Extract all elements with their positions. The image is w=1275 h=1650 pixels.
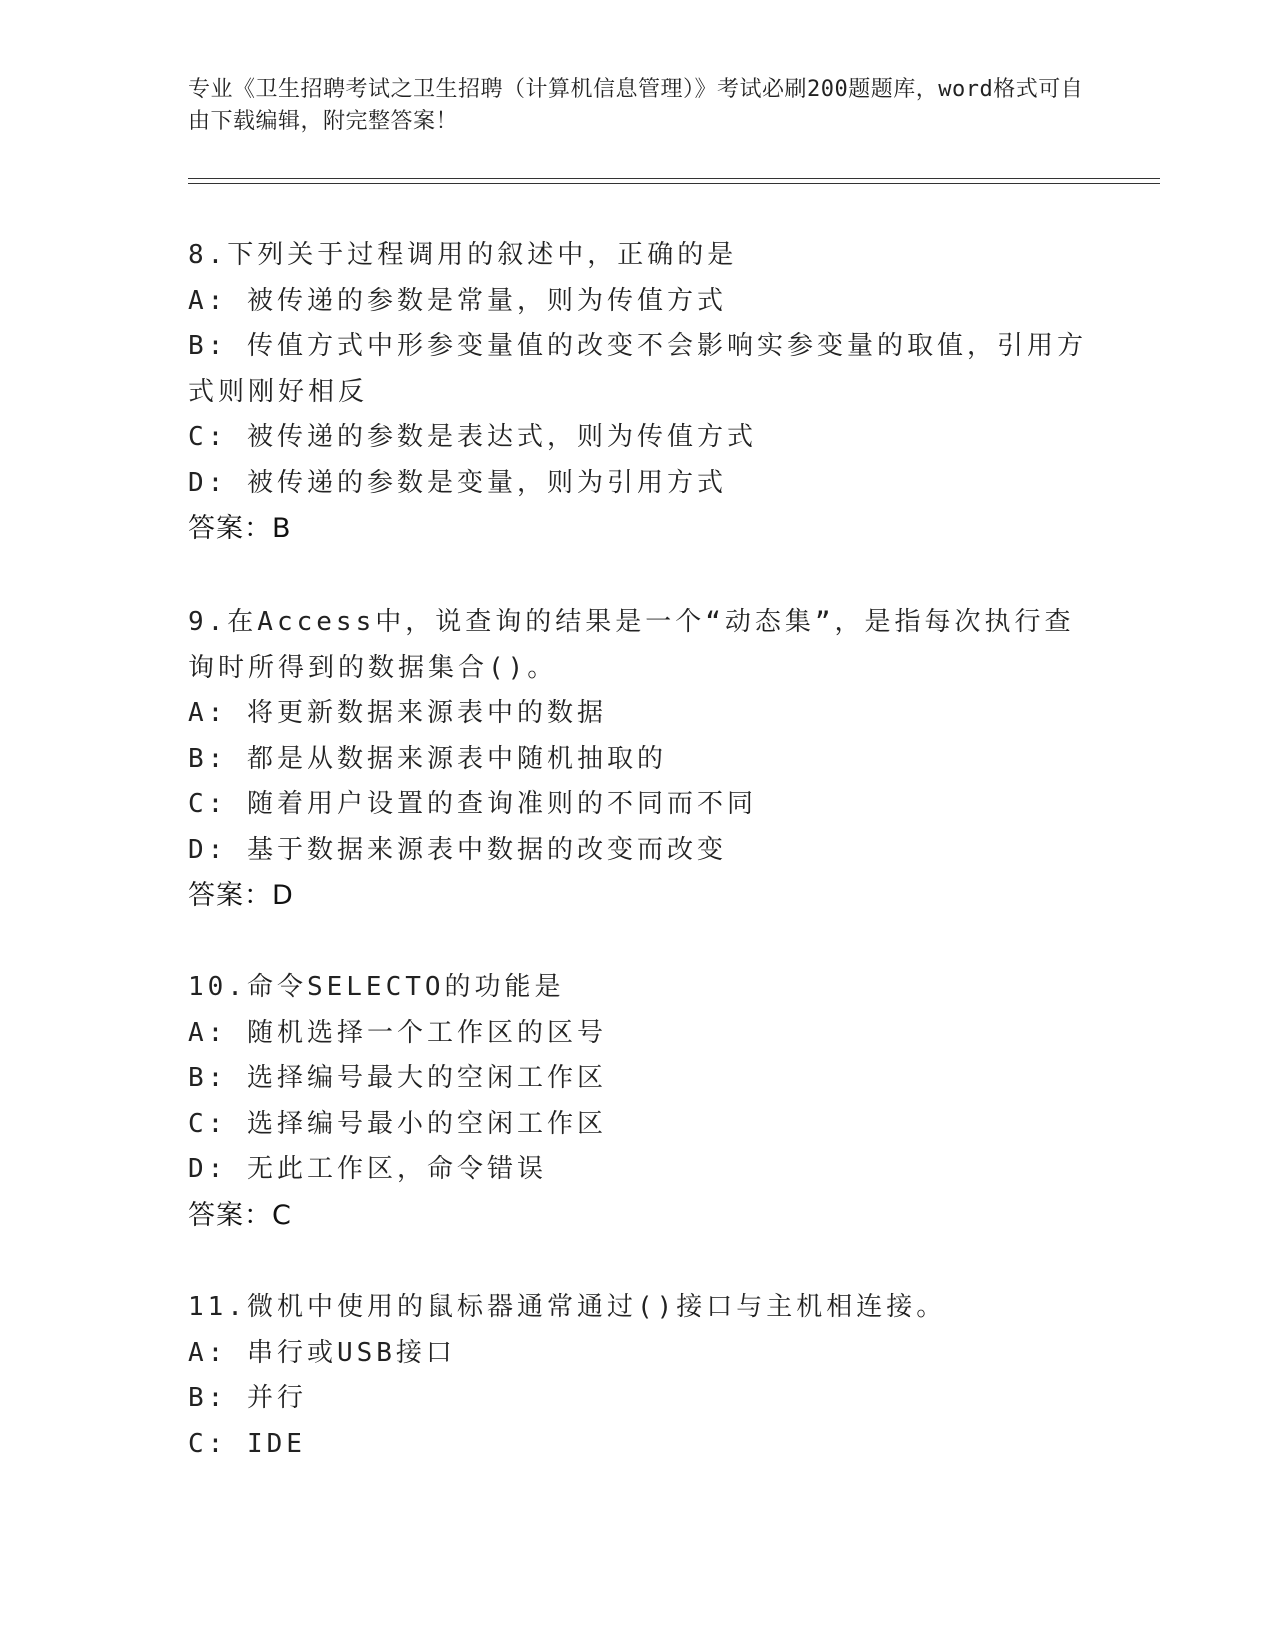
question-text: 9.在Access中，说查询的结果是一个“动态集”，是指每次执行查询时所得到的数据集合()。 xyxy=(188,607,1075,683)
option-a: A: 被传递的参数是常量，则为传值方式 xyxy=(188,285,727,316)
header-divider-top xyxy=(188,178,1160,179)
option-a: A: 随机选择一个工作区的区号 xyxy=(188,1017,607,1048)
header-divider-bottom xyxy=(188,183,1160,184)
answer-label: 答案：B xyxy=(188,513,292,544)
option-c: C: IDE xyxy=(188,1428,306,1459)
question-block-10 xyxy=(188,965,1088,1238)
question-block-8 xyxy=(188,233,1088,552)
option-d: D: 被传递的参数是变量，则为引用方式 xyxy=(188,467,727,498)
answer-label: 答案：C xyxy=(188,1199,292,1231)
option-b: B: 传值方式中形参变量值的改变不会影响实参变量的取值，引用方式则刚好相反 xyxy=(188,331,1087,407)
option-c: C: 随着用户设置的查询准则的不同而不同 xyxy=(188,789,757,819)
question-text: 8.下列关于过程调用的叙述中，正确的是 xyxy=(188,240,738,270)
option-d: D: 基于数据来源表中数据的改变而改变 xyxy=(188,834,727,865)
option-b: B: 都是从数据来源表中随机抽取的 xyxy=(188,743,667,774)
option-a: A: 将更新数据来源表中的数据 xyxy=(188,698,607,728)
question-block-11 xyxy=(188,1285,1088,1467)
option-b: B: 选择编号最大的空闲工作区 xyxy=(188,1063,607,1093)
option-c: C: 选择编号最小的空闲工作区 xyxy=(188,1108,607,1139)
option-d: D: 无此工作区，命令错误 xyxy=(188,1154,547,1184)
option-a: A: 串行或USB接口 xyxy=(188,1337,456,1368)
answer-label: 答案：D xyxy=(188,880,294,911)
question-block-9 xyxy=(188,600,1088,919)
question-text: 10.命令SELECTO的功能是 xyxy=(188,972,565,1002)
option-c: C: 被传递的参数是表达式，则为传值方式 xyxy=(188,422,757,452)
option-b: B: 并行 xyxy=(188,1383,307,1413)
document-header: 专业《卫生招聘考试之卫生招聘（计算机信息管理）》考试必刷200题题库，word格式可自由下载编辑，附完整答案！ xyxy=(188,77,1084,134)
question-text: 11.微机中使用的鼠标器通常通过()接口与主机相连接。 xyxy=(188,1292,947,1322)
